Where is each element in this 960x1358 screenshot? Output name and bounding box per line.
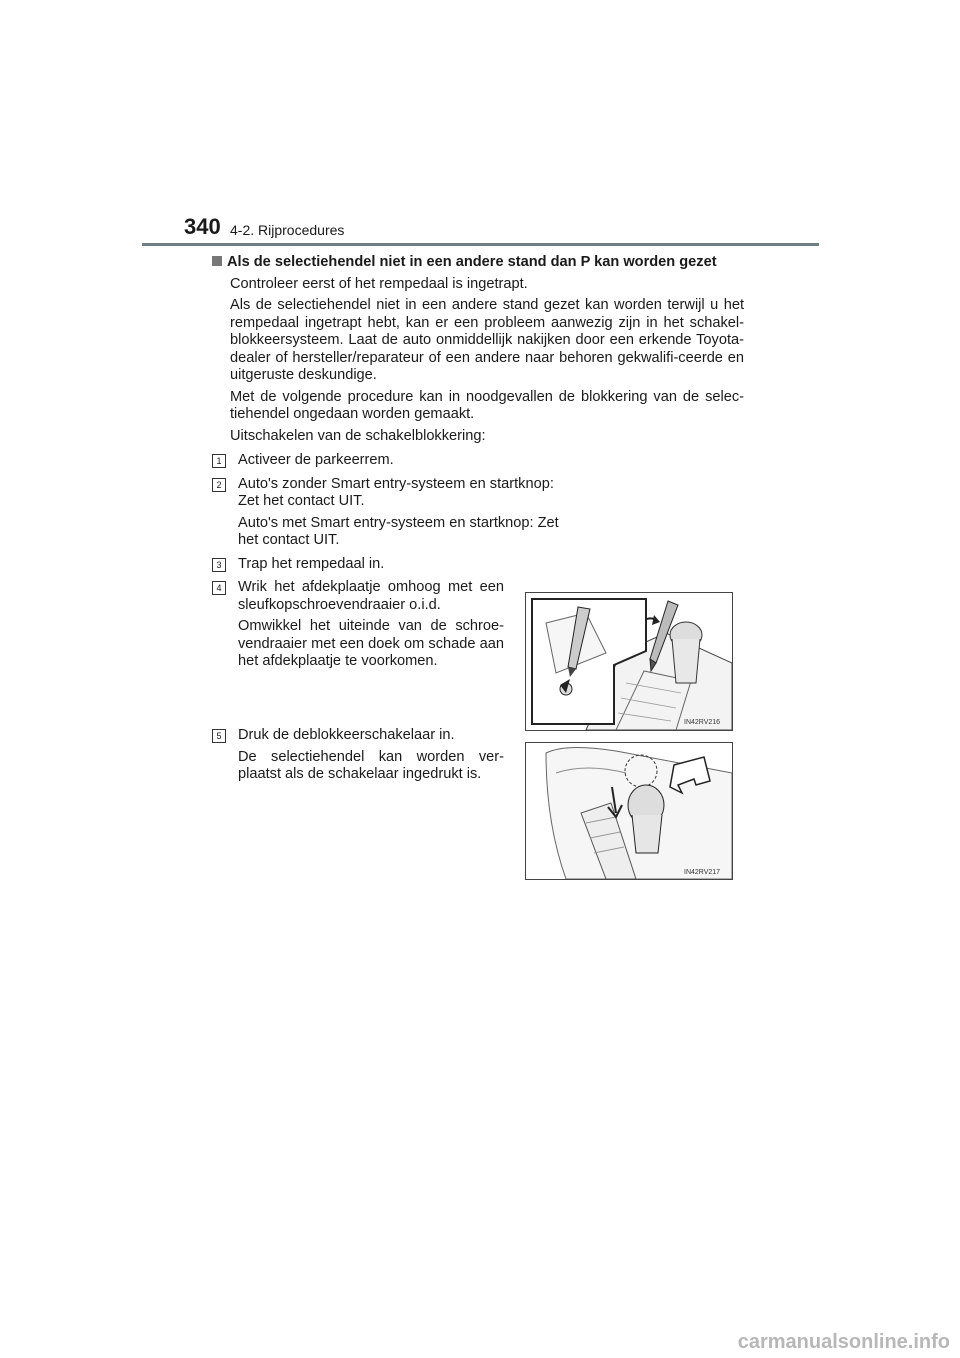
step-number-badge: 3 — [212, 558, 226, 572]
figure-code: IN42RV217 — [684, 869, 721, 876]
step-number-badge: 2 — [212, 478, 226, 492]
step-number-badge: 4 — [212, 581, 226, 595]
step-text: Auto's zonder Smart entry-systeem en startknop: Zet het contact UIT. — [238, 475, 554, 509]
step-number-badge: 5 — [212, 729, 226, 743]
page-number: 340 — [184, 214, 221, 239]
step-subtext: Omwikkel het uiteinde van de schroe-vendraaier met een doek om schade aan het afdekplaatje te voorkomen. — [238, 618, 504, 669]
step-2 — [216, 475, 744, 550]
step-3 — [216, 555, 744, 574]
release-switch-illustration — [526, 743, 732, 879]
square-bullet-icon — [212, 256, 222, 266]
step-text: Wrik het afdekplaatje omhoog met een sleufkopschroevendraaier o.i.d. — [238, 579, 504, 613]
section-heading: Als de selectiehendel niet in een andere stand dan P kan worden gezet — [212, 254, 744, 272]
step-text: Druk de deblokkeerschakelaar in. — [238, 727, 455, 743]
figure-code: IN42RV216 — [684, 719, 721, 726]
step-subtext: Auto's met Smart entry-systeem en startknop: Zet het contact UIT. — [238, 514, 559, 548]
header-rule — [142, 243, 819, 246]
figure-cover-plate — [525, 592, 733, 731]
paragraph: Controleer eerst of het rempedaal is ingetrapt. — [230, 275, 528, 292]
cover-plate-illustration — [526, 593, 732, 730]
figure-release-switch — [525, 742, 733, 880]
step-subtext: De selectiehendel kan worden ver-plaatst als de schakelaar ingedrukt is. — [238, 748, 504, 782]
section-title: 4-2. Rijprocedures — [230, 222, 345, 238]
step-number-badge: 1 — [212, 454, 226, 468]
paragraph: Met de volgende procedure kan in noodgevallen de blokkering van de selec-tiehendel ongedaan worden gemaakt. — [230, 388, 744, 422]
watermark: carmanualsonline.info — [737, 1331, 950, 1353]
step-text: Trap het rempedaal in. — [238, 555, 385, 572]
paragraph: Als de selectiehendel niet in een andere stand gezet kan worden terwijl u het rempedaal ingetrapt hebt, kan er een probleem aanwezig zijn in het schakel-blokkeersysteem. Laat de auto onmiddellijk nakijken door een erkende Toyota-dealer of hersteller/reparateur of een andere naar behoren gekwalifi-ceerde en uitgeruste deskundige. — [230, 297, 744, 383]
paragraph: Uitschakelen van de schakelblokkering: — [230, 427, 486, 444]
step-1 — [216, 452, 744, 470]
step-text: Activeer de parkeerrem. — [238, 452, 394, 468]
